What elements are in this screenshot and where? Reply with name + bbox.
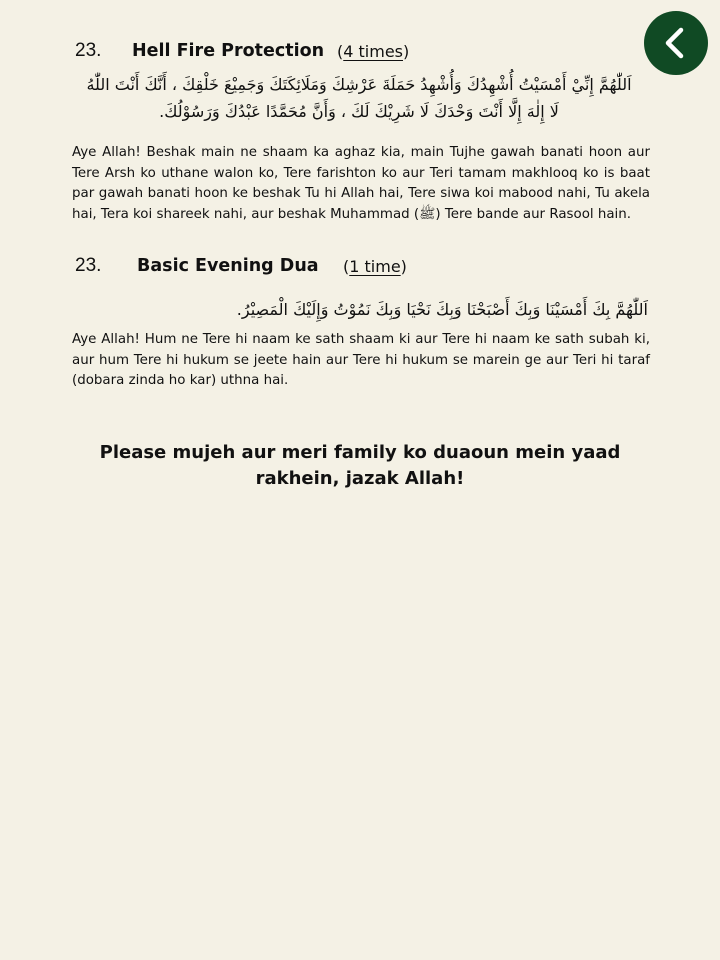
dua-number: 23.	[75, 40, 102, 61]
dua-number: 23.	[75, 255, 102, 276]
dua-translation: Aye Allah! Hum ne Tere hi naam ke sath shaam ki aur Tere hi naam ke sath subah ki, aur hum Tere hi hukum se jeete hain aur Tere hi hukum se marein ge aur Teri hi taraf (dobara zinda ho kar) uthna hai.	[72, 332, 650, 388]
arabic-line: لَا إِلٰهَ إِلَّا أَنْتَ وَحْدَكَ لَا شَرِيْكَ لَكَ ، وَأَنَّ مُحَمَّدًا عَبْدُكَ وَرَسُوْلُكَ.	[159, 102, 559, 121]
dua-title: Basic Evening Dua	[137, 256, 319, 276]
dua-arabic-text	[70, 296, 648, 323]
arabic-line: اَللّٰهُمَّ بِكَ أَمْسَيْنَا وَبِكَ أَصْبَحْنَا وَبِكَ نَحْيَا وَبِكَ نَمُوْتُ وَإِلَيْكَ الْمَصِيْرُ.	[236, 300, 648, 319]
dua-header	[0, 40, 720, 66]
closing-message: Please mujeh aur meri family ko duaoun mein yaad rakhein, jazak Allah!	[99, 442, 621, 489]
dua-title: Hell Fire Protection	[132, 41, 325, 61]
dua-arabic-text	[70, 71, 648, 125]
dua-repeat-count: (4 times)	[337, 42, 410, 61]
dua-repeat-count: (1 time)	[343, 257, 407, 276]
arabic-line: اَللّٰهُمَّ إِنِّيْ أَمْسَيْتُ أُشْهِدُكَ وَأُشْهِدُ حَمَلَةَ عَرْشِكَ وَمَلَائِكَتَكَ وَجَمِيْعَ خَلْقِكَ ، أَنَّكَ أَنْتَ اللّٰهُ	[86, 75, 632, 94]
dua-translation: Aye Allah! Beshak main ne shaam ka aghaz kia, main Tujhe gawah banati hoon aur Tere Arsh ko uthane walon ko, Tere farishton ko aur Teri tamam makhlooq ko is baat par gawah banati hoon ke beshak Tu hi Allah hai, Tere siwa koi mabood nahi, Tu akela hai, Tera koi shareek nahi, aur beshak Muhammad (ﷺ) Tere bande aur Rasool hain.	[72, 145, 650, 222]
dua-header	[0, 255, 720, 281]
